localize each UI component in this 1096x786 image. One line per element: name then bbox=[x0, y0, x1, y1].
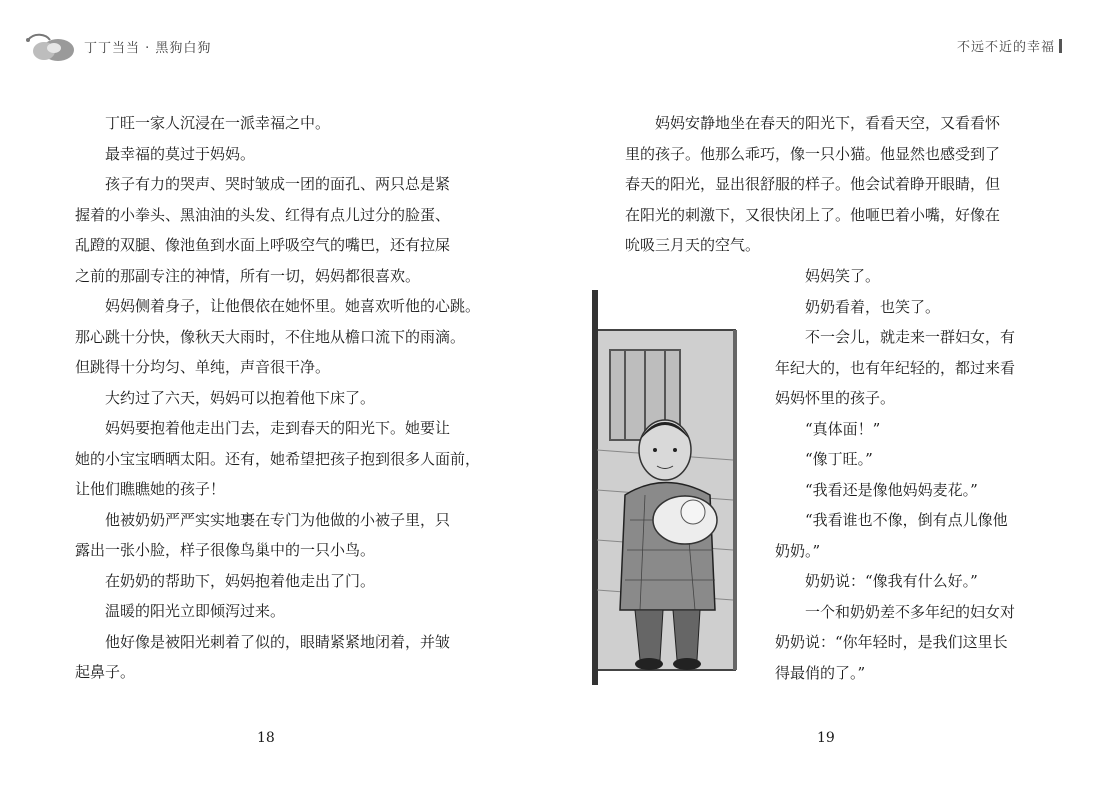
text-line: “像丁旺。” bbox=[805, 450, 873, 468]
text-line: 妈妈要抱着他走出门去，走到春天的阳光下。她要让 bbox=[105, 419, 451, 437]
boy-holding-baby-illustration bbox=[585, 290, 765, 685]
right-page-text-side bbox=[775, 261, 1035, 688]
text-line: 他好像是被阳光刺着了似的，眼睛紧紧地闭着，并皱 bbox=[105, 632, 451, 651]
text-line: “我看谁也不像，倒有点儿像他 bbox=[805, 511, 1008, 529]
text-line: 奶奶说：“像我有什么好。” bbox=[805, 572, 978, 590]
text-line: 她的小宝宝晒晒太阳。还有，她希望把孩子抱到很多人面前， bbox=[75, 449, 481, 468]
text-line: 让他们瞧瞧她的孩子！ bbox=[75, 480, 226, 498]
text-line: 妈妈笑了。 bbox=[805, 267, 881, 285]
text-line: 露出一张小脸，样子很像鸟巢中的一只小鸟。 bbox=[75, 541, 376, 559]
text-line: 起鼻子。 bbox=[75, 663, 136, 681]
text-line: 大约过了六天，妈妈可以抱着他下床了。 bbox=[105, 388, 376, 407]
text-line: 乱蹬的双腿、像池鱼到水面上呼吸空气的嘴巴，还有拉屎 bbox=[75, 236, 451, 254]
left-page-text bbox=[75, 108, 481, 688]
text-line: 握着的小拳头、黑油油的头发、红得有点儿过分的脸蛋、 bbox=[75, 205, 451, 224]
text-line: 春天的阳光，显出很舒服的样子。他会试着睁开眼睛，但 bbox=[625, 175, 1001, 193]
text-line: 奶奶。” bbox=[775, 541, 821, 560]
text-line: 一个和奶奶差不多年纪的妇女对 bbox=[805, 602, 1016, 621]
header-bar-mark bbox=[1059, 39, 1062, 53]
page-number-right: 19 bbox=[817, 730, 835, 746]
text-line: 但跳得十分均匀、单纯，声音很干净。 bbox=[75, 358, 331, 376]
running-header-right bbox=[957, 36, 1062, 55]
right-page-text-top bbox=[625, 108, 1025, 261]
text-line: 妈妈怀里的孩子。 bbox=[775, 389, 896, 407]
text-line: 那心跳十分快，像秋天大雨时，不住地从檐口流下的雨滴。 bbox=[75, 327, 466, 346]
text-line: 奶奶说：“你年轻时，是我们这里长 bbox=[775, 633, 1008, 651]
text-line: 妈妈侧着身子，让他偎依在她怀里。她喜欢听他的心跳。 bbox=[105, 297, 481, 315]
text-line: 他被奶奶严严实实地裹在专门为他做的小被子里，只 bbox=[105, 510, 451, 529]
chapter-title: 不远不近的幸福 bbox=[956, 40, 1055, 55]
text-line: 在阳光的刺激下，又很快闭上了。他咂巴着小嘴，好像在 bbox=[625, 205, 1001, 224]
text-line: 之前的那副专注的神情，所有一切，妈妈都很喜欢。 bbox=[75, 266, 421, 285]
text-line: 奶奶看着，也笑了。 bbox=[805, 297, 941, 316]
text-line: “我看还是像他妈妈麦花。” bbox=[805, 480, 978, 499]
text-line: 在奶奶的帮助下，妈妈抱着他走出了门。 bbox=[105, 571, 376, 590]
running-header-left bbox=[24, 28, 211, 64]
text-line: 妈妈安静地坐在春天的阳光下，看看天空，又看看怀 bbox=[655, 114, 1001, 132]
text-line: 丁旺一家人沉浸在一派幸福之中。 bbox=[105, 114, 331, 132]
gourd-logo-icon bbox=[24, 28, 80, 64]
text-line: 孩子有力的哭声、哭时皱成一团的面孔、两只总是紧 bbox=[105, 175, 451, 193]
text-line: “真体面！” bbox=[805, 419, 881, 438]
text-line: 温暖的阳光立即倾泻过来。 bbox=[105, 602, 286, 620]
text-line: 得最俏的了。” bbox=[775, 663, 866, 682]
page-number-left: 18 bbox=[257, 730, 275, 746]
series-title: 丁丁当当 · 黑狗白狗 bbox=[84, 40, 212, 56]
text-line: 吮吸三月天的空气。 bbox=[625, 236, 761, 254]
text-line: 里的孩子。他那么乖巧，像一只小猫。他显然也感受到了 bbox=[625, 144, 1001, 163]
text-line: 最幸福的莫过于妈妈。 bbox=[105, 144, 256, 163]
text-line: 年纪大的，也有年纪轻的，都过来看 bbox=[775, 358, 1016, 377]
text-line: 不一会儿，就走来一群妇女，有 bbox=[805, 328, 1016, 346]
